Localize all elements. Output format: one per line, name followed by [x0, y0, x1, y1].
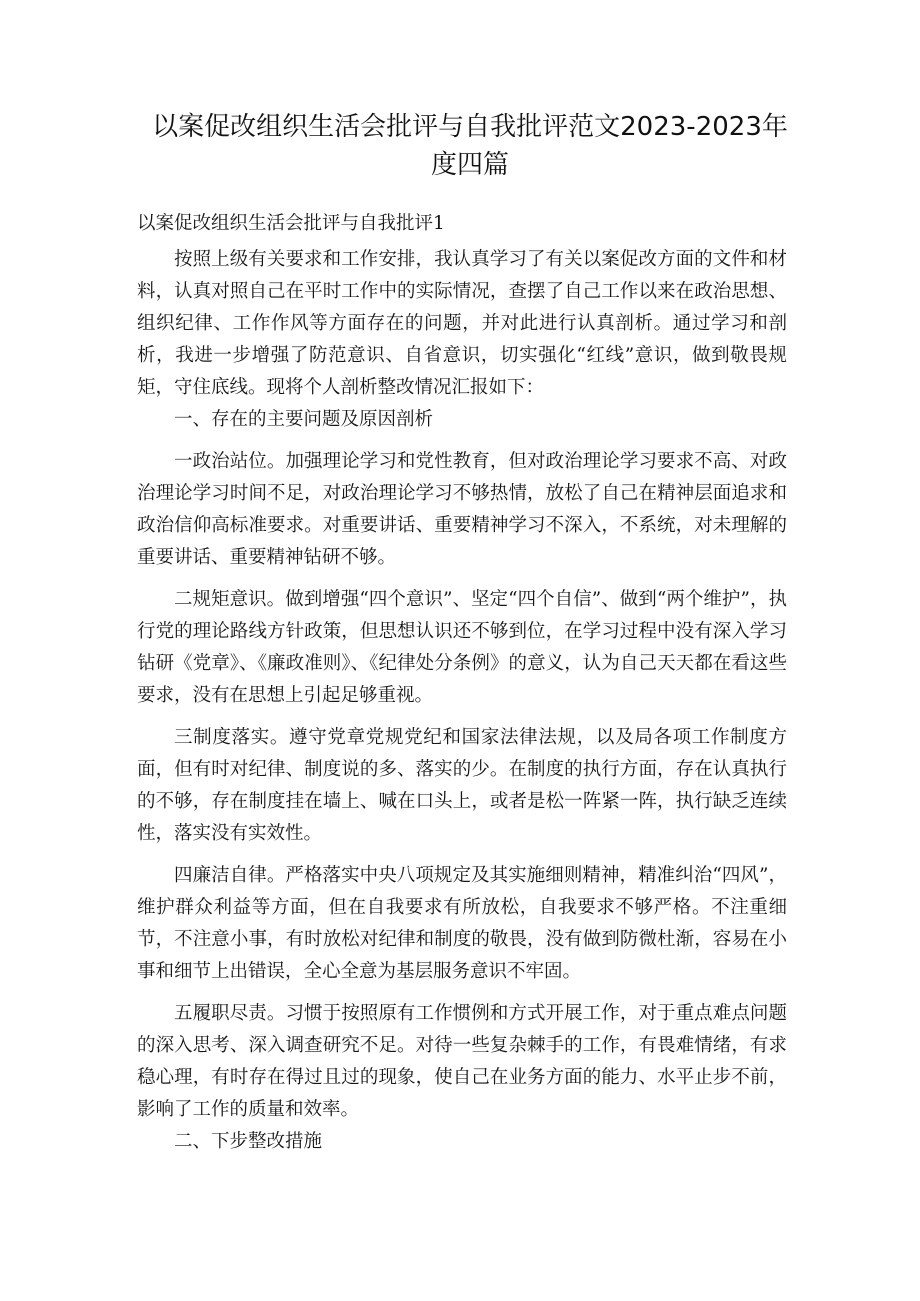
paragraph-integrity: 四廉洁自律。严格落实中央八项规定及其实施细则精神，精准纠治“四风”，维护群众利益等方面，但在自我要求有所放松，自我要求不够严格。不注重细节，不注意小事，有时放松对纪律和制度的敬畏，没有做到防微杜渐，容易在小事和细节上出错误，全心全意为基层服务意识不牢固。: [137, 865, 787, 982]
document-body: [137, 208, 787, 1158]
section-heading-measures: 二、下步整改措施: [174, 1131, 323, 1152]
document-title: 以案促改组织生活会批评与自我批评范文2023-2023年度四篇: [152, 112, 788, 180]
section-heading-problems: 一、存在的主要问题及原因剖析: [174, 409, 434, 430]
section-subtitle: 以案促改组织生活会批评与自我批评1: [137, 213, 445, 234]
paragraph-rules-awareness: 二规矩意识。做到增强“四个意识”、坚定“四个自信”、做到“两个维护”，执行党的理论路线方针政策，但思想认识还不够到位，在学习过程中没有深入学习钻研《党章》、《廉政准则》、《纪律处分条例》的意义，认为自己天天都在看这些要求，没有在思想上引起足够重视。: [137, 589, 787, 706]
paragraph-system-implementation: 三制度落实。遵守党章党规党纪和国家法律法规，以及局各项工作制度方面，但有时对纪律、制度说的多、落实的少。在制度的执行方面，存在认真执行的不够，存在制度挂在墙上、喊在口头上，或者是松一阵紧一阵，执行缺乏连续性，落实没有实效性。: [137, 727, 787, 844]
paragraph-duty-performance: 五履职尽责。习惯于按照原有工作惯例和方式开展工作，对于重点难点问题的深入思考、深入调查研究不足。对待一些复杂棘手的工作，有畏难情绪，有求稳心理，有时存在得过且过的现象，使自己在业务方面的能力、水平止步不前，影响了工作的质量和效率。: [137, 1003, 787, 1120]
intro-paragraph: 按照上级有关要求和工作安排，我认真学习了有关以案促改方面的文件和材料，认真对照自己在平时工作中的实际情况，查摆了自己工作以来在政治思想、组织纪律、工作作风等方面存在的问题，并对此进行认真剖析。通过学习和剖析，我进一步增强了防范意识、自省意识，切实强化“红线”意识，做到敬畏规矩，守住底线。现将个人剖析整改情况汇报如下：: [137, 249, 787, 398]
paragraph-political-stance: 一政治站位。加强理论学习和党性教育，但对政治理论学习要求不高、对政治理论学习时间不足，对政治理论学习不够热情，放松了自己在精神层面追求和政治信仰高标准要求。对重要讲话、重要精神学习不深入，不系统，对未理解的重要讲话、重要精神钻研不够。: [137, 451, 787, 568]
